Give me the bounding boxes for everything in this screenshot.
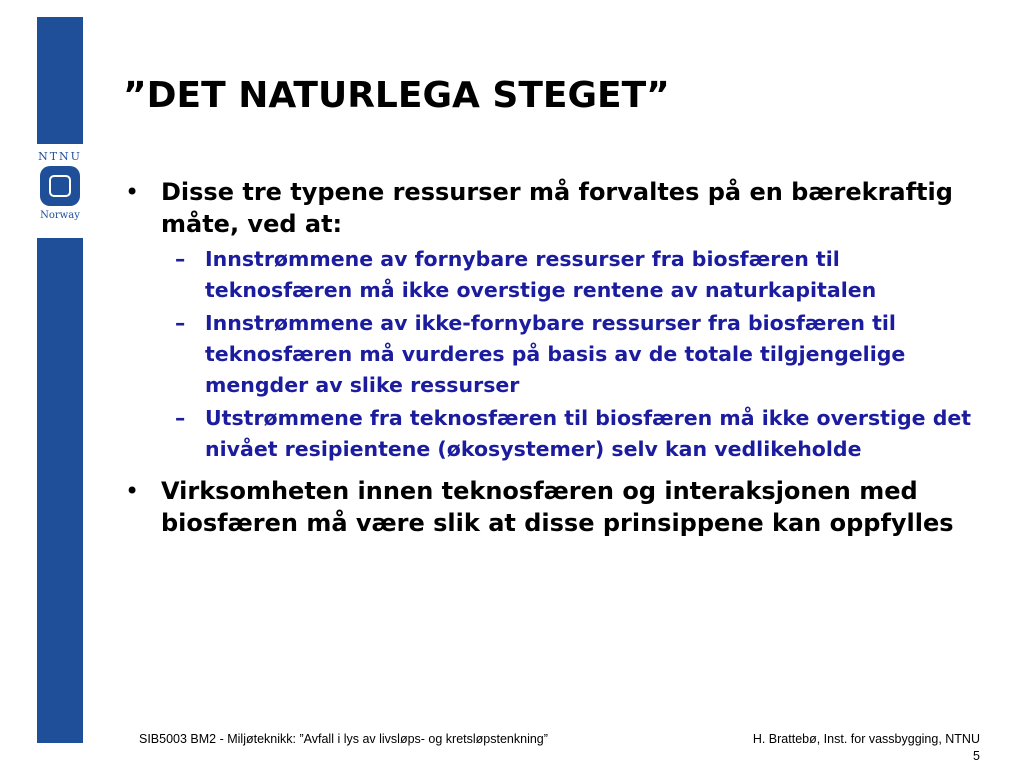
sidebar-bar-bottom <box>37 238 83 743</box>
sub-bullet-text: Innstrømmene av ikke-fornybare ressurser fra biosfæren til teknosfæren må vurderes på basis av de totale tilgjengelige mengder av slike ressurser <box>205 311 906 397</box>
dash-icon: – <box>175 311 186 335</box>
bullet-icon: • <box>125 178 140 206</box>
bullet-item <box>123 475 983 539</box>
slide-title: ”DET NATURLEGA STEGET” <box>123 75 670 116</box>
footer-course: SIB5003 BM2 - Miljøteknikk: ”Avfall i lys av livsløps- og kretsløpstenkning” <box>139 732 548 746</box>
bullet-text: Disse tre typene ressurser må forvaltes på en bærekraftig måte, ved at: <box>161 178 953 238</box>
ntnu-logo <box>33 150 87 234</box>
logo-ntnu-text: NTNU <box>38 150 82 163</box>
bullet-text: Virksomheten innen teknosfæren og interaksjonen med biosfæren må være slik at disse prinsippene kan oppfylles <box>161 477 954 537</box>
sub-bullet-text: Innstrømmene av fornybare ressurser fra biosfæren til teknosfæren må ikke overstige rentene av naturkapitalen <box>205 247 877 302</box>
sub-bullet-item <box>123 244 983 306</box>
ntnu-logo-icon <box>40 166 80 206</box>
dash-icon: – <box>175 406 186 430</box>
sub-bullet-text: Utstrømmene fra teknosfæren til biosfæren må ikke overstige det nivået resipientene (økosystemer) selv kan vedlikeholde <box>205 406 972 461</box>
bullet-icon: • <box>125 477 140 505</box>
sidebar-bar-top <box>37 17 83 144</box>
slide-content <box>123 176 983 539</box>
sub-bullet-item <box>123 308 983 401</box>
logo-norway-text: Norway <box>40 210 80 221</box>
dash-icon: – <box>175 247 186 271</box>
footer-author: H. Brattebø, Inst. for vassbygging, NTNU <box>752 732 980 746</box>
sub-bullet-item <box>123 403 983 465</box>
bullet-item <box>123 176 983 240</box>
page-number: 5 <box>973 749 980 763</box>
